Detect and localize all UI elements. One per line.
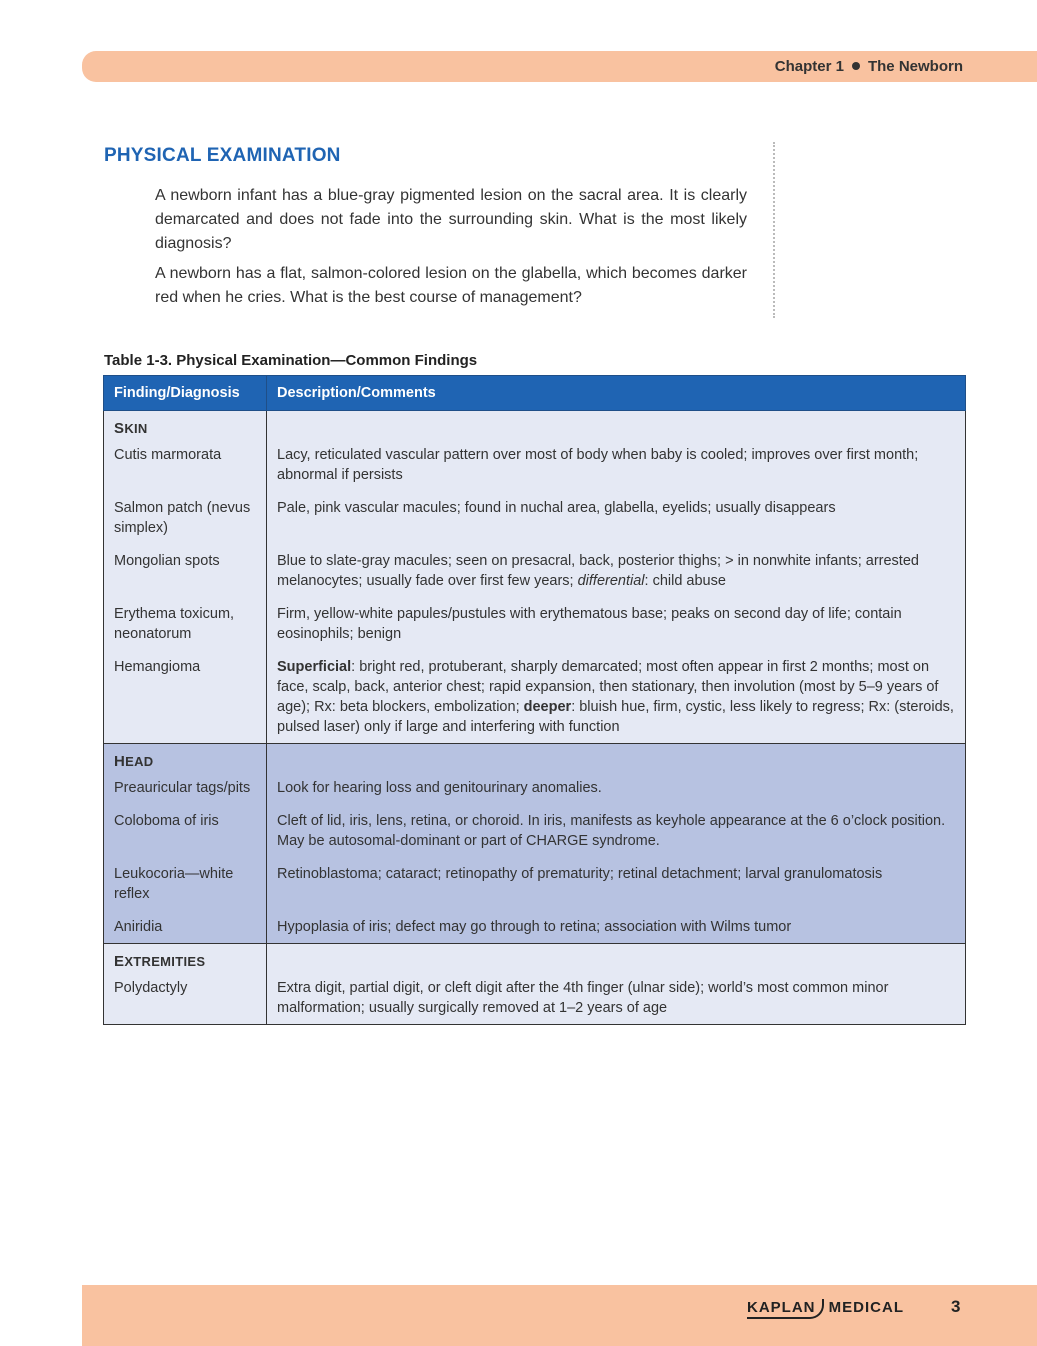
kaplan-medical-logo: KAPLAN MEDICAL: [747, 1299, 904, 1316]
finding-cell: Polydactyly: [104, 978, 267, 1025]
description-cell: Firm, yellow-white papules/pustules with erythematous base; peaks on second day of life; contain eosinophils; benign: [267, 604, 966, 657]
table-row: [104, 978, 966, 1025]
description-cell: Look for hearing loss and genitourinary anomalies.: [267, 778, 966, 811]
section-row-skin: [104, 411, 966, 446]
table-row: [104, 864, 966, 917]
finding-cell: Cutis marmorata: [104, 445, 267, 498]
table-header-row: [104, 376, 966, 411]
description-cell: Retinoblastoma; cataract; retinopathy of prematurity; retinal detachment; larval granulomatosis: [267, 864, 966, 917]
finding-cell: Coloboma of iris: [104, 811, 267, 864]
section-row-extremities: [104, 944, 966, 979]
section-title: PHYSICAL EXAMINATION: [104, 145, 341, 166]
question-2: A newborn has a flat, salmon-colored lesion on the glabella, which becomes darker red when he cries. What is the best course of management?: [155, 265, 747, 306]
chapter-label: Chapter 1: [774, 58, 844, 75]
table-row: [104, 498, 966, 551]
section-label-head: HEAD: [104, 744, 267, 779]
description-cell: Cleft of lid, iris, lens, retina, or choroid. In iris, manifests as keyhole appearance at the 6 o’clock position. May be autosomal-dominant or part of CHARGE syndrome.: [267, 811, 966, 864]
table-row: [104, 551, 966, 604]
column-header-finding: Finding/Diagnosis: [104, 376, 267, 411]
header-band: [82, 51, 1037, 82]
description-cell: Blue to slate-gray macules; seen on presacral, back, posterior thighs; > in nonwhite infants; arrested melanocytes; usually fade over first few years; differential: child abuse: [267, 551, 966, 604]
bullet-icon: [852, 62, 860, 70]
table-row: [104, 811, 966, 864]
description-cell: Hypoplasia of iris; defect may go through to retina; association with Wilms tumor: [267, 917, 966, 944]
section-label-extremities: EXTREMITIES: [104, 944, 267, 979]
chapter-heading: [775, 58, 963, 75]
dotted-divider: [773, 142, 775, 318]
table-row: [104, 778, 966, 811]
column-header-description: Description/Comments: [267, 376, 966, 411]
chapter-title: The Newborn: [867, 58, 963, 75]
section-row-head: [104, 744, 966, 779]
finding-cell: Preauricular tags/pits: [104, 778, 267, 811]
section-label-skin: SKIN: [104, 411, 267, 446]
description-cell: Lacy, reticulated vascular pattern over most of body when baby is cooled; improves over first month; abnormal if persists: [267, 445, 966, 498]
finding-cell: Hemangioma: [104, 657, 267, 744]
findings-table: [103, 375, 966, 1025]
footer-band: [82, 1285, 1037, 1346]
table-row: [104, 604, 966, 657]
finding-cell: Leukocoria—white reflex: [104, 864, 267, 917]
finding-cell: Aniridia: [104, 917, 267, 944]
description-cell: Pale, pink vascular macules; found in nuchal area, glabella, eyelids; usually disappears: [267, 498, 966, 551]
table-row: [104, 657, 966, 744]
page-number: 3: [951, 1297, 961, 1316]
finding-cell: Salmon patch (nevus simplex): [104, 498, 267, 551]
question-1: A newborn infant has a blue-gray pigmented lesion on the sacral area. It is clearly demarcated and does not fade into the surrounding skin. What is the most likely diagnosis?: [155, 187, 747, 252]
table-row: [104, 917, 966, 944]
table-row: [104, 445, 966, 498]
description-cell: Superficial: bright red, protuberant, sharply demarcated; most often appear in first 2 months; most on face, scalp, back, anterior chest; rapid expansion, then stationary, then involution (most by 5–9 years of age); Rx: beta blockers, embolization; deeper: bluish hue, firm, cystic, less likely to regress; Rx: (steroids, pulsed laser) only if large and interfering with function: [267, 657, 966, 744]
description-cell: Extra digit, partial digit, or cleft digit after the 4th finger (ulnar side); world’s most common minor malformation; usually surgically removed at 1–2 years of age: [267, 978, 966, 1025]
table-caption: Table 1-3. Physical Examination—Common Findings: [104, 352, 478, 369]
finding-cell: Erythema toxicum, neonatorum: [104, 604, 267, 657]
finding-cell: Mongolian spots: [104, 551, 267, 604]
